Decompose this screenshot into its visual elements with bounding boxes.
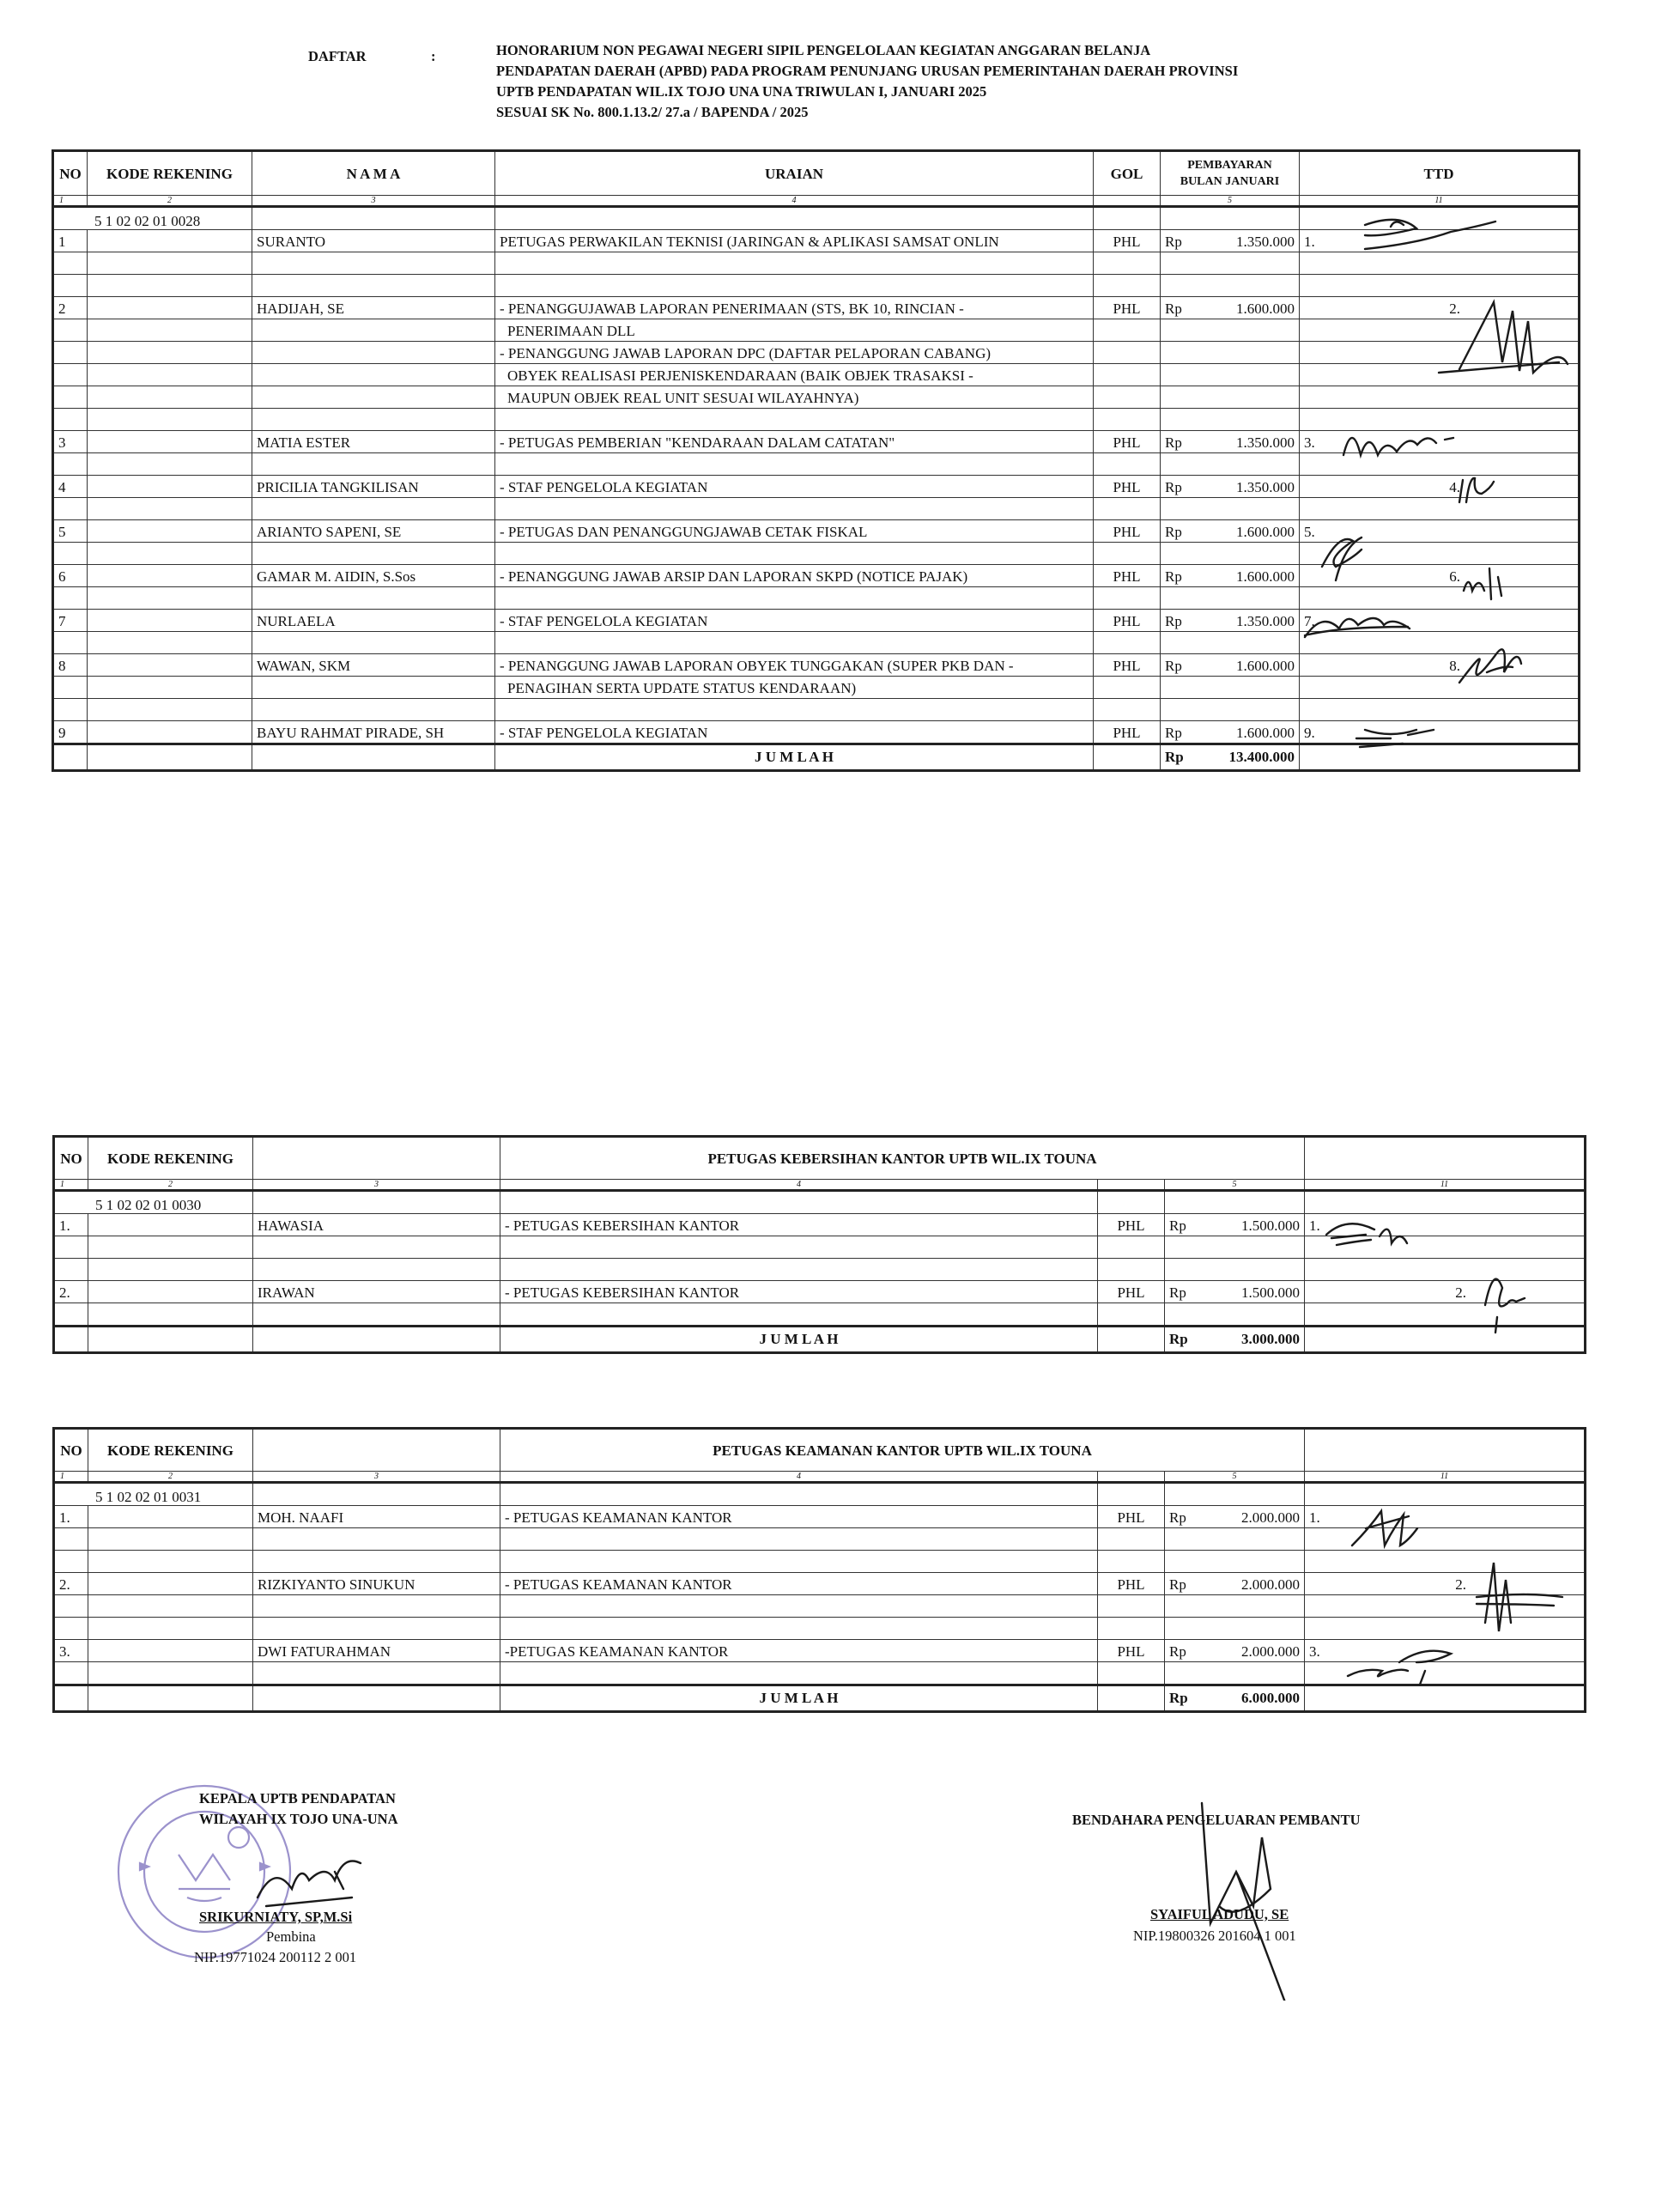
signature-7: [1305, 618, 1410, 637]
honorarium-table: NO KODE REKENING N A M A URAIAN GOL PEMBAYARAN BULAN JANUARI TTD 1 2 3 4 5 11 5 1 02 02 01 0028 1 SURANTO PETUGAS PERWAKILAN TEKNISI (JARINGAN & APLIKASI SAMSAT ONLIN PHL Rp 1.350.000 1. 2 HADIJAH, SE - PENANGGUJAWAB LAPORAN PENERIMAAN (STS, BK 10, RINCIAN - PHL Rp 1.600.000 2. PENERIMAAN DLL - PENANGGUNG JAWAB LAPORAN DPC (DAFTAR PELAPORAN CABANG) OBYEK REALISASI PERJENISKENDARAAN (BAIK OBJEK TRASAKSI - MAUPUN OBJEK REAL UNIT SESUAI WILAYAHNYA) 3 MATIA ESTER - PETUGAS PEMBERIAN "KENDARAAN DALAM CATATAN" PHL Rp 1.350.000 3. 4 PRICILIA TANGKILISAN - STAF PENGELOLA KEGIATAN PHL Rp 1.350.000 4. 5 ARIANTO SAPENI, SE - PETUGAS DAN PENANGGUNGJAWAB CETAK FISKAL PHL Rp 1.600.000 5. 6 GAMAR M. AIDIN, S.Sos - PENANGGUNG JAWAB ARSIP DAN LAPORAN SKPD (NOTICE PAJAK) PHL Rp 1.600.000 6. 7 NURLAELA - STAF PENGELOLA KEGIATAN PHL Rp 1.350.000 7. 8 WAWAN, SKM - PENANGGUNG JAWAB LAPORAN OBYEK TUNGGAKAN (SUPER PKB DAN - PHL Rp 1.600.000 8. PENAGIHAN SERTA UPDATE STATUS KENDARAAN) 9 BAYU RAHMAT PIRADE, SH - STAF PENGELOLA KEGIATAN PHL Rp 1.600.000 9. J U M L A H Rp 13.400.000: [52, 149, 1580, 772]
title-line-2: PENDAPATAN DAERAH (APBD) PADA PROGRAM PENUNJANG URUSAN PEMERINTAHAN DAERAH PROVINSI: [496, 63, 1239, 79]
ttd-cell: 1.: [1305, 1506, 1586, 1528]
ttd-cell: 1.: [1305, 1214, 1586, 1236]
left-name: SRIKURNIATY, SP,M.Si: [199, 1909, 353, 1925]
row-gol: PHL: [1094, 654, 1161, 677]
row-gol: PHL: [1094, 297, 1161, 319]
title-line-4: SESUAI SK No. 800.1.13.2/ 27.a / BAPENDA / 2025: [496, 104, 809, 120]
row-gol: PHL: [1094, 230, 1161, 252]
signature-3: [1343, 438, 1453, 455]
ttd-cell: 1.: [1300, 230, 1580, 252]
index-cell: 3: [252, 196, 495, 207]
col-kode-header: KODE REKENING: [88, 151, 252, 196]
left-rank: Pembina: [266, 1928, 316, 1945]
total-amount: Rp 6.000.000: [1165, 1685, 1305, 1712]
row-no: 6: [53, 565, 88, 587]
row-uraian: - PETUGAS KEBERSIHAN KANTOR: [500, 1214, 1098, 1236]
signature-9: [1356, 730, 1434, 747]
row-nama: NURLAELA: [252, 610, 495, 632]
row-no: 5: [53, 520, 88, 543]
col-nama-header: N A M A: [252, 151, 495, 196]
left-signatory: [199, 1788, 398, 1830]
signature-kebersihan-1: [1326, 1224, 1407, 1245]
row-uraian: -PETUGAS KEAMANAN KANTOR: [500, 1640, 1098, 1662]
row-uraian: - STAF PENGELOLA KEGIATAN: [495, 476, 1094, 498]
signature-8: [1459, 649, 1521, 683]
kode-rekening: 5 1 02 02 01 0030: [54, 1191, 253, 1214]
section-title: PETUGAS KEAMANAN KANTOR UPTB WIL.IX TOUNA: [500, 1429, 1305, 1472]
index-cell: 4: [495, 196, 1094, 207]
row-uraian: - PETUGAS KEBERSIHAN KANTOR: [500, 1281, 1098, 1303]
left-nip: NIP.19771024 200112 2 001: [194, 1949, 357, 1965]
signature-2: [1439, 302, 1568, 373]
row-uraian: - PETUGAS KEAMANAN KANTOR: [500, 1506, 1098, 1528]
section-title: PETUGAS KEBERSIHAN KANTOR UPTB WIL.IX TOUNA: [500, 1137, 1305, 1180]
right-name: SYAIFUL ADUDU, SE: [1150, 1906, 1289, 1922]
table-row: 3. DWI FATURAHMAN -PETUGAS KEAMANAN KANTOR PHL Rp 2.000.000 3.: [54, 1640, 1586, 1662]
row-uraian: - PENANGGUJAWAB LAPORAN PENERIMAAN (STS, BK 10, RINCIAN -: [495, 297, 1094, 319]
row-no: 4: [53, 476, 88, 498]
col-kode-header: KODE REKENING: [88, 1429, 253, 1472]
row-amount: Rp 1.600.000: [1161, 297, 1300, 319]
right-signature: [1185, 1786, 1313, 2001]
signature-keamanan-2: [1477, 1563, 1562, 1631]
total-amount: Rp 13.400.000: [1161, 744, 1300, 771]
daftar-colon: :: [431, 48, 436, 64]
signature-kebersihan-2: [1485, 1279, 1525, 1333]
signature-keamanan-1: [1352, 1511, 1417, 1545]
row-gol: PHL: [1094, 520, 1161, 543]
ttd-cell: 5.: [1300, 520, 1580, 543]
col-uraian-header: URAIAN: [495, 151, 1094, 196]
row-uraian: - PETUGAS PEMBERIAN "KENDARAAN DALAM CATATAN": [495, 431, 1094, 453]
row-uraian: - PETUGAS DAN PENANGGUNGJAWAB CETAK FISKAL: [495, 520, 1094, 543]
row-amount: Rp 1.350.000: [1161, 476, 1300, 498]
row-nama: GAMAR M. AIDIN, S.Sos: [252, 565, 495, 587]
left-title-2: WILAYAH IX TOJO UNA-UNA: [199, 1811, 398, 1827]
row-nama: RIZKIYANTO SINUKUN: [253, 1573, 500, 1595]
total-label: J U M L A H: [500, 1327, 1098, 1353]
row-nama: HAWASIA: [253, 1214, 500, 1236]
row-amount: Rp 1.350.000: [1161, 431, 1300, 453]
row-no: 8: [53, 654, 88, 677]
ttd-cell: 2.: [1305, 1573, 1586, 1595]
row-no: 7: [53, 610, 88, 632]
kode-rekening: 5 1 02 02 01 0031: [54, 1483, 253, 1506]
table-row: 2. IRAWAN - PETUGAS KEBERSIHAN KANTOR PHL Rp 1.500.000 2.: [54, 1281, 1586, 1303]
ttd-cell: 3.: [1300, 431, 1580, 453]
row-amount: Rp 1.600.000: [1161, 565, 1300, 587]
index-cell: 11: [1300, 196, 1580, 207]
table-row: 1. MOH. NAAFI - PETUGAS KEAMANAN KANTOR PHL Rp 2.000.000 1.: [54, 1506, 1586, 1528]
title-line-1: HONORARIUM NON PEGAWAI NEGERI SIPIL PENGELOLAAN KEGIATAN ANGGARAN BELANJA: [496, 42, 1151, 58]
col-pembayaran-header: PEMBAYARAN BULAN JANUARI: [1161, 151, 1300, 196]
ttd-cell: 2.: [1300, 297, 1580, 319]
signature-1: [1365, 220, 1495, 249]
row-uraian: - PENANGGUNG JAWAB LAPORAN OBYEK TUNGGAKAN (SUPER PKB DAN -: [495, 654, 1094, 677]
row-amount: Rp 1.600.000: [1161, 721, 1300, 744]
row-uraian: PETUGAS PERWAKILAN TEKNISI (JARINGAN & APLIKASI SAMSAT ONLIN: [495, 230, 1094, 252]
total-amount: Rp 3.000.000: [1165, 1327, 1305, 1353]
column-index-row: 1 2 3 4 5 11: [54, 1180, 1586, 1191]
col-no-header: NO: [54, 1137, 88, 1180]
row-nama: HADIJAH, SE: [252, 297, 495, 319]
row-uraian: - PETUGAS KEAMANAN KANTOR: [500, 1573, 1098, 1595]
row-uraian: - STAF PENGELOLA KEGIATAN: [495, 721, 1094, 744]
index-cell: 1: [53, 196, 88, 207]
ttd-cell: 6.: [1300, 565, 1580, 587]
table-row: 2. RIZKIYANTO SINUKUN - PETUGAS KEAMANAN KANTOR PHL Rp 2.000.000 2.: [54, 1573, 1586, 1595]
col-kode-header: KODE REKENING: [88, 1137, 253, 1180]
row-no: 3: [53, 431, 88, 453]
row-no: 2: [53, 297, 88, 319]
index-cell: 2: [88, 196, 252, 207]
total-label: J U M L A H: [500, 1685, 1098, 1712]
row-nama: MOH. NAAFI: [253, 1506, 500, 1528]
row-gol: PHL: [1094, 431, 1161, 453]
ttd-cell: 9.: [1300, 721, 1580, 744]
row-nama: ARIANTO SAPENI, SE: [252, 520, 495, 543]
signature-5: [1322, 537, 1362, 580]
row-nama: IRAWAN: [253, 1281, 500, 1303]
daftar-label: DAFTAR: [308, 48, 367, 64]
title-line-3: UPTB PENDAPATAN WIL.IX TOJO UNA UNA TRIWULAN I, JANUARI 2025: [496, 83, 987, 100]
left-title-1: KEPALA UPTB PENDAPATAN: [199, 1790, 396, 1806]
ttd-cell: 4.: [1300, 476, 1580, 498]
kode-rekening: 5 1 02 02 01 0028: [53, 207, 252, 230]
signature-6: [1464, 568, 1501, 599]
row-nama: SURANTO: [252, 230, 495, 252]
signature-4: [1459, 478, 1494, 502]
col-no-header: NO: [53, 151, 88, 196]
row-gol: PHL: [1094, 721, 1161, 744]
total-label: J U M L A H: [495, 744, 1094, 771]
row-no: 1: [53, 230, 88, 252]
row-nama: MATIA ESTER: [252, 431, 495, 453]
table-row: 1. HAWASIA - PETUGAS KEBERSIHAN KANTOR PHL Rp 1.500.000 1.: [54, 1214, 1586, 1236]
row-nama: PRICILIA TANGKILISAN: [252, 476, 495, 498]
column-index-row: 1 2 3 4 5 11: [54, 1472, 1586, 1483]
row-amount: Rp 1.350.000: [1161, 230, 1300, 252]
row-uraian: - STAF PENGELOLA KEGIATAN: [495, 610, 1094, 632]
row-amount: Rp 1.600.000: [1161, 654, 1300, 677]
row-amount: Rp 1.350.000: [1161, 610, 1300, 632]
right-title: BENDAHARA PENGELUARAN PEMBANTU: [1072, 1812, 1361, 1828]
row-gol: PHL: [1094, 476, 1161, 498]
row-gol: PHL: [1094, 610, 1161, 632]
signature-keamanan-3: [1348, 1651, 1451, 1685]
left-signature: [240, 1837, 378, 1915]
index-cell: 5: [1161, 196, 1300, 207]
row-uraian: - PENANGGUNG JAWAB ARSIP DAN LAPORAN SKPD (NOTICE PAJAK): [495, 565, 1094, 587]
col-gol-header: GOL: [1094, 151, 1161, 196]
col-no-header: NO: [54, 1429, 88, 1472]
row-nama: DWI FATURAHMAN: [253, 1640, 500, 1662]
col-ttd-header: TTD: [1300, 151, 1580, 196]
row-no: 9: [53, 721, 88, 744]
row-amount: Rp 1.600.000: [1161, 520, 1300, 543]
ttd-cell: 3.: [1305, 1640, 1586, 1662]
ttd-cell: 7.: [1300, 610, 1580, 632]
row-nama: BAYU RAHMAT PIRADE, SH: [252, 721, 495, 744]
right-nip: NIP.19800326 201604 1 001: [1133, 1928, 1296, 1944]
ttd-cell: 8.: [1300, 654, 1580, 677]
row-gol: PHL: [1094, 565, 1161, 587]
row-nama: WAWAN, SKM: [252, 654, 495, 677]
ttd-cell: 2.: [1305, 1281, 1586, 1303]
